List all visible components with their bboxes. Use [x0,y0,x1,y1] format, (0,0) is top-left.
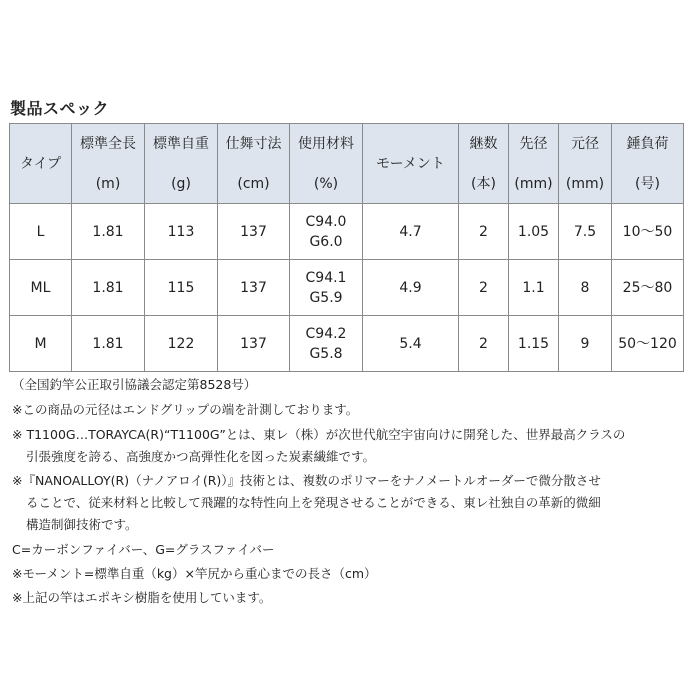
note-nanoalloy-cont2: 構造制御技術です。 [26,517,138,532]
cell-pieces: 2 [459,204,509,260]
note-epoxy: ※上記の竿はエポキシ樹脂を使用しています。 [12,590,272,605]
table-row [10,204,684,260]
page-title: 製品スペック [10,99,110,118]
cell-weight: 115 [145,260,218,316]
cell-length: 1.81 [72,316,145,372]
cell-weight: 122 [145,316,218,372]
cell-sinker: 25～80 [612,260,684,316]
cell-type: L [10,204,72,260]
cell-sinker: 10～50 [612,204,684,260]
cell-sinker: 50～120 [612,316,684,372]
note-nanoalloy-cont: ることで、従来材料と比較して飛躍的な特性向上を発現させることができる、東レ社独自の革新的微細 [26,495,601,510]
note-materials: C=カーボンファイバー、G=グラスファイバー [12,542,275,557]
header-weight: 標準自重 (g) [145,124,218,204]
header-moment: モーメント [363,124,459,204]
cell-tip: 1.15 [509,316,559,372]
cell-moment: 4.9 [363,260,459,316]
cell-type: M [10,316,72,372]
header-butt-diameter: 元径 (mm) [559,124,612,204]
cell-material: C94.1 G5.9 [290,260,363,316]
cell-moment: 5.4 [363,316,459,372]
header-tip-diameter: 先径 (mm) [509,124,559,204]
cell-type: ML [10,260,72,316]
cell-closed: 137 [218,316,290,372]
header-length: 標準全長 (m) [72,124,145,204]
cell-weight: 113 [145,204,218,260]
cell-pieces: 2 [459,260,509,316]
header-row [10,124,684,204]
cell-closed: 137 [218,260,290,316]
cell-material: C94.0 G6.0 [290,204,363,260]
header-closed-length: 仕舞寸法 (cm) [218,124,290,204]
cell-tip: 1.05 [509,204,559,260]
note-butt-diameter: ※この商品の元径はエンドグリップの端を計測しております。 [12,402,359,417]
cell-closed: 137 [218,204,290,260]
header-pieces: 継数 (本) [459,124,509,204]
header-type: タイプ [10,124,72,204]
cell-moment: 4.7 [363,204,459,260]
header-material: 使用材料 (%) [290,124,363,204]
cell-butt: 7.5 [559,204,612,260]
note-moment: ※モーメント=標準自重（kg）×竿尻から重心までの長さ（cm） [12,566,377,581]
note-t1100g-cont: 引張強度を誇る、高強度かつ高弾性化を図った炭素繊維です。 [26,449,376,464]
cell-length: 1.81 [72,204,145,260]
note-nanoalloy: ※『NANOALLOY(R)（ナノアロイ(R)）』技術とは、複数のポリマーをナノメートルオーダーで微分散させ [12,473,601,488]
cell-length: 1.81 [72,260,145,316]
cell-material: C94.2 G5.8 [290,316,363,372]
spec-table [9,123,684,372]
cell-tip: 1.1 [509,260,559,316]
cell-butt: 9 [559,316,612,372]
note-certification: （全国釣竿公正取引協議会認定第8528号） [12,377,257,392]
cell-butt: 8 [559,260,612,316]
header-sinker-load: 錘負荷 (号) [612,124,684,204]
table-row [10,260,684,316]
table-row [10,316,684,372]
note-t1100g: ※ T1100G…TORAYCA(R)“T1100G”とは、東レ（株）が次世代航空宇宙向けに開発した、世界最高クラスの [12,427,626,442]
cell-pieces: 2 [459,316,509,372]
